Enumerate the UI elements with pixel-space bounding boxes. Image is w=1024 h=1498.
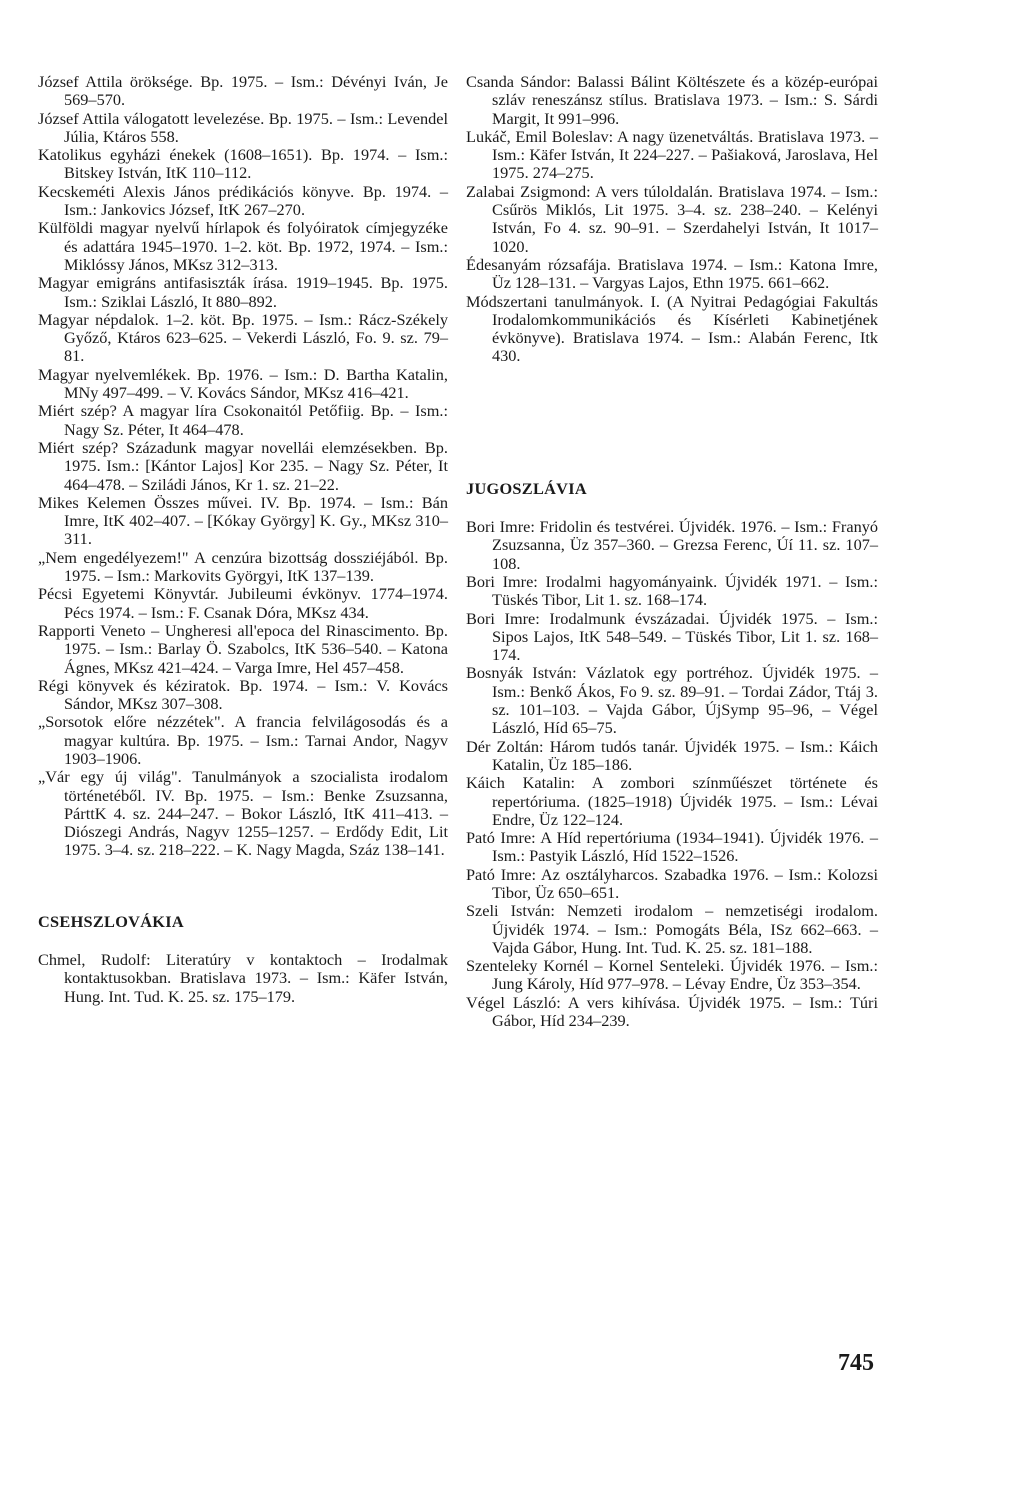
right-column <box>466 73 878 1030</box>
bibliography-entry: Bori Imre: Irodalmi hagyományaink. Újvidék 1971. – Ism.: Tüskés Tibor, Lit 1. sz. 168–174. <box>466 571 878 610</box>
section-heading-csehszlovakia: CSEHSZLOVÁKIA <box>38 911 184 931</box>
bibliography-entry: Pató Imre: A Híd repertóriuma (1934–1941). Újvidék 1976. – Ism.: Pastyik László, Híd 1522–1526. <box>466 828 878 866</box>
bibliography-entry: Mikes Kelemen Összes művei. IV. Bp. 1974. – Ism.: Bán Imre, ItK 402–407. – [Kókay György] K. Gy., MKsz 310–311. <box>38 492 448 549</box>
left-column <box>38 73 448 1006</box>
bibliography-entry: Zalabai Zsigmond: A vers túloldalán. Bratislava 1974. – Ism.: Csűrös Miklós, Lit 1975. 3–4. sz. 238–240. – Kelényi István, Fo 4. sz. 90–91. – Szerdahelyi István, It 1017–1020. <box>466 181 878 256</box>
bibliography-entry: „Nem engedélyezem!" A cenzúra bizottság dossziéjából. Bp. 1975. – Ism.: Markovits Györgyi, ItK 137–139. <box>38 547 448 586</box>
bibliography-entry: Bori Imre: Fridolin és testvérei. Újvidék. 1976. – Ism.: Franyó Zsuzsanna, Üz 357–360. – Grezsa Ferenc, Úí 11. sz. 107–108. <box>466 517 878 573</box>
bibliography-entry: Csanda Sándor: Balassi Bálint Költészete és a közép-európai szláv reneszánsz stílus. Bratislava 1973. – Ism.: S. Sárdi Margit, It 991–996. <box>466 72 878 128</box>
bibliography-entry: Végel László: A vers kihívása. Újvidék 1975. – Ism.: Túri Gábor, Híd 234–239. <box>466 992 878 1031</box>
bibliography-entry: Édesanyám rózsafája. Bratislava 1974. – Ism.: Katona Imre, Üz 128–131. – Vargyas Lajos, Ethn 1975. 661–662. <box>466 254 878 293</box>
bibliography-entry: Káich Katalin: A zombori színműészet története és repertóriuma. (1825–1918) Újvidék 1975. – Ism.: Lévai Endre, Üz 122–124. <box>466 773 878 829</box>
bibliography-entry: Lukáč, Emil Boleslav: A nagy üzenetváltás. Bratislava 1973. – Ism.: Käfer István, It 224–227. – Pašiaková, Jaroslava, Hel 1975. 274–275. <box>466 126 878 183</box>
bibliography-entry: József Attila öröksége. Bp. 1975. – Ism.: Dévényi Iván, Je 569–570. <box>38 72 448 110</box>
bibliography-entry: Szenteleky Kornél – Kornel Senteleki. Újvidék 1976. – Ism.: Jung Károly, Híd 977–978. – Lévay Endre, Üz 353–354. <box>466 956 878 994</box>
section-heading-jugoszlavia: JUGOSZLÁVIA <box>466 478 587 498</box>
bibliography-entry: Dér Zoltán: Három tudós tanár. Újvidék 1975. – Ism.: Káich Katalin, Üz 185–186. <box>466 736 878 774</box>
bibliography-entry: Régi könyvek és kéziratok. Bp. 1974. – Ism.: V. Kovács Sándor, MKsz 307–308. <box>38 675 448 714</box>
bibliography-entry: Magyar emigráns antifasiszták írása. 1919–1945. Bp. 1975. Ism.: Sziklai László, It 880–892. <box>38 273 448 311</box>
bibliography-entry: Külföldi magyar nyelvű hírlapok és folyóiratok címjegyzéke és adattára 1945–1970. 1–2. köt. Bp. 1972, 1974. – Ism.: Miklóssy János, MKsz 312–313. <box>38 218 448 274</box>
bibliography-entry: Módszertani tanulmányok. I. (A Nyitrai Pedagógiai Fakultás Irodalomkommunikációs és Kísérleti Kabinetjének évkönyve). Bratislava 1974. – Ism.: Alabán Ferenc, Itk 430. <box>466 291 878 366</box>
bibliography-entry: Chmel, Rudolf: Literatúry v kontaktoch – Irodalmak kontaktusokban. Bratislava 1973. – Ism.: Käfer István, Hung. Int. Tud. K. 25. sz. 175–179. <box>38 950 448 1006</box>
bibliography-entry: „Vár egy új világ". Tanulmányok a szocialista irodalom történetéből. IV. Bp. 1975. – Ism.: Benke Zsuzsanna, PárttK 4. sz. 244–247. – Bokor László, ItK 411–413. – Diószegi András, Nagyv 1255–1257. – Erdődy Edit, Lit 1975. 3–4. sz. 218–222. – K. Nagy Magda, Száz 138–141. <box>38 767 448 860</box>
bibliography-entry: Szeli István: Nemzeti irodalom – nemzetiségi irodalom. Újvidék 1974. – Ism.: Pomogáts Béla, ISz 662–663. – Vajda Gábor, Hung. Int. Tud. K. 25. sz. 181–188. <box>466 901 878 957</box>
bibliography-entry: József Attila válogatott levelezése. Bp. 1975. – Ism.: Levendel Júlia, Ktáros 558. <box>38 108 448 146</box>
bibliography-entry: Pécsi Egyetemi Könyvtár. Jubileumi évkönyv. 1774–1974. Pécs 1974. – Ism.: F. Csanak Dóra, MKsz 434. <box>38 584 448 622</box>
bibliography-entry: Magyar nyelvemlékek. Bp. 1976. – Ism.: D. Bartha Katalin, MNy 497–499. – V. Kovács Sándor, MKsz 416–421. <box>38 364 448 403</box>
bibliography-entry: Miért szép? A magyar líra Csokonaitól Petőfiig. Bp. – Ism.: Nagy Sz. Péter, It 464–478. <box>38 401 448 439</box>
bibliography-entry: Kecskeméti Alexis János prédikációs könyve. Bp. 1974. – Ism.: Jankovics József, ItK 267–270. <box>38 181 448 220</box>
bibliography-entry: Pató Imre: Az osztályharcos. Szabadka 1976. – Ism.: Kolozsi Tibor, Üz 650–651. <box>466 864 878 902</box>
bibliography-entry: „Sorsotok előre nézzétek". A francia felvilágosodás és a magyar kultúra. Bp. 1975. – Ism.: Tarnai Andor, Nagyv 1903–1906. <box>38 712 448 768</box>
bibliography-entry: Katolikus egyházi énekek (1608–1651). Bp. 1974. – Ism.: Bitskey István, ItK 110–112. <box>38 145 448 183</box>
bibliography-entry: Magyar népdalok. 1–2. köt. Bp. 1975. – Ism.: Rácz-Székely Győző, Ktáros 623–625. – Vekerdi László, Fo. 9. sz. 79–81. <box>38 309 448 366</box>
bibliography-entry: Bosnyák István: Vázlatok egy portréhoz. Újvidék 1975. – Ism.: Benkő Ákos, Fo 9. sz. 89–91. – Tordai Zádor, Ttáj 3. sz. 101–103. – Vajda Gábor, ÚjSymp 95–96, – Végel László, Híd 65–75. <box>466 663 878 738</box>
bibliography-entry: Bori Imre: Irodalmunk évszázadai. Újvidék 1975. – Ism.: Sipos Lajos, ItK 548–549. – Tüskés Tibor, Lit 1. sz. 168–174. <box>466 608 878 665</box>
bibliography-entry: Miért szép? Századunk magyar novellái elemzésekben. Bp. 1975. Ism.: [Kántor Lajos] Kor 235. – Nagy Sz. Péter, It 464–478. – Sziládi János, Kr 1. sz. 21–22. <box>38 437 448 494</box>
page-number: 745 <box>838 1350 874 1376</box>
bibliography-entry: Rapporti Veneto – Ungheresi all'epoca del Rinascimento. Bp. 1975. – Ism.: Barlay Ö. Szabolcs, ItK 536–540. – Katona Ágnes, MKsz 421–424. – Varga Imre, Hel 457–458. <box>38 620 448 677</box>
